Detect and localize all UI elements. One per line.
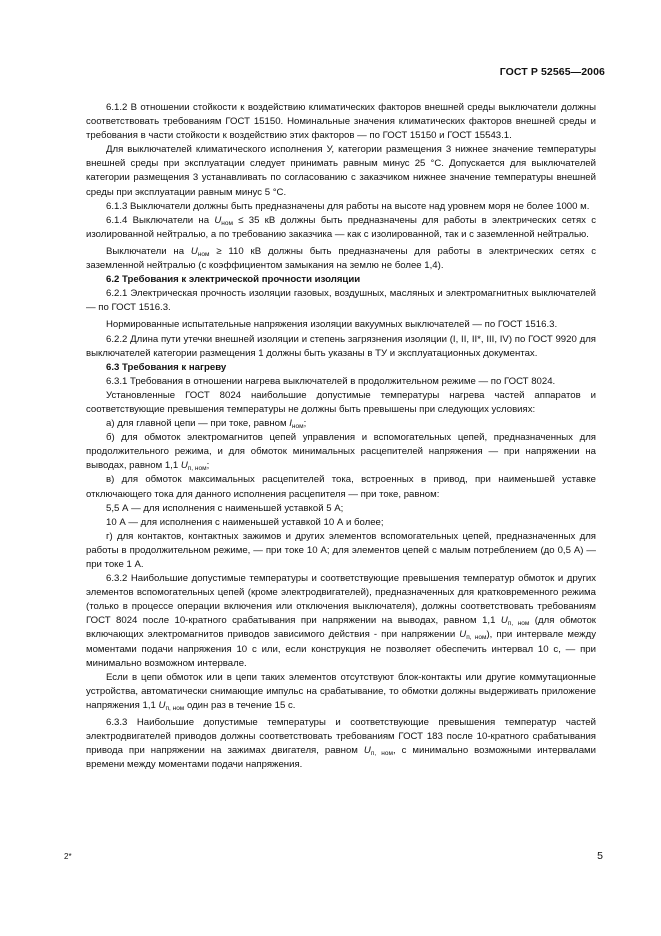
paragraph-vacuum: Нормированные испытательные напряжения изоляции вакуумных выключателей — по ГОСТ 1516.3. (106, 319, 558, 331)
list-item-5-5a: 5,5 А — для исполнения с наименьшей уставкой 5 А; (106, 502, 344, 514)
paragraph-6-3-1: 6.3.1 Требования в отношении нагрева выключателей в продолжительном режиме — по ГОСТ 8024. (106, 375, 556, 387)
paragraph-block-contacts: Если в цепи обмоток или в цепи таких элементов отсутствуют блок-контакты или другие коммутационные устройства, автоматически снимающие импульс на срабатывание, то обмотки должны выдерживать приложение напряжения 1,1 $U_{п, ном}$ один раз в течение 15 с. (86, 671, 596, 712)
sheet-mark: 2* (64, 852, 72, 861)
list-item-v: в) для обмоток максимальных расцепителей тока, встроенных в привод, при наименьшей уставке отключающего тока для данного исполнения расцепителя — при токе, равном: (86, 474, 596, 500)
paragraph-6-1-2: 6.1.2 В отношении стойкости к воздействию климатических факторов внешней среды выключатели должны соответствовать требованиям ГОСТ 15150. Номинальные значения климатических факторов внешней среды и требования в части стойкости к воздействию этих факторов — по ГОСТ 15150 и ГОСТ 15543.1. (86, 102, 596, 142)
paragraph-110kv: Выключатели на $U_{ном} \ge 110$ кВ должны быть предназначены для работы в электрических сетях с заземленной нейтралью (с коэффициентом замыкания на землю не более 1,4). (86, 245, 596, 272)
section-heading-6-2: 6.2 Требования к электрической прочности изоляции (106, 274, 361, 286)
list-item-b: б) для обмоток электромагнитов цепей управления и вспомогательных цепей, предназначенных для продолжительного режима, и для обмоток минимальных расцепителей напряжения — при напряжении на выводах, равном 1,1 $U_{п, ном}$; (86, 432, 596, 473)
paragraph-6-3-2: 6.3.2 Наибольшие допустимые температуры и соответствующие превышения температур обмоток и других элементов вспомогательных цепей (кроме электродвигателей), предназначенных для кратковременного режима (только в процессе операции включения или отключения выключателя), должны соответствовать требованиям ГОСТ 8024 после 10-кратного срабатывания при напряжении на выводах, равном 1,1 $U_{п, ном}$ (для обмоток включающих электромагнитов приводов зависимого действия - при напряжении $U_{п, ном}$), при интервале между моментами подачи напряжения 10 с или, если конструкция не позволяет обеспечить интервал 10 с, — при минимально возможном интервале. (86, 573, 596, 669)
paragraph-6-1-3: 6.1.3 Выключатели должны быть предназначены для работы на высоте над уровнем моря не более 1000 м. (106, 200, 590, 212)
list-item-a: а) для главной цепи — при токе, равном $I_{ном}$; (106, 418, 307, 431)
paragraph-gost-8024: Установленные ГОСТ 8024 наибольшие допустимые температуры нагрева частей аппаратов и соответствующие превышения температуры не должны быть превышены при следующих условиях: (86, 389, 596, 415)
paragraph-6-2-2: 6.2.2 Длина пути утечки внешней изоляции и степень загрязнения изоляции (I, II, II*, III, IV) по ГОСТ 9920 для выключателей категории размещения 1 должны быть указаны в ТУ и эксплуатационных документах. (86, 333, 596, 359)
document-body (86, 101, 596, 772)
paragraph-6-1-4: 6.1.4 Выключатели на $U_{ном} \le 35$ кВ должны быть предназначены для работы в электрических сетях с изолированной нейтралью, а по требованию заказчика — как с изолированной, так и с заземленной нейтралью. (86, 214, 596, 240)
section-heading-6-3: 6.3 Требования к нагреву (106, 361, 227, 373)
paragraph-6-3-3: 6.3.3 Наибольшие допустимые температуры и соответствующие превышения температур частей электродвигателей приводов должны соответствовать требованиям ГОСТ 183 после 10-кратного срабатывания привода при напряжении на зажимах двигателя, равном $U_{п, ном}$, с минимально возможными интервалами времени между моментами подачи напряжения. (86, 717, 597, 771)
standard-header: ГОСТ Р 52565—2006 (499, 66, 605, 78)
paragraph-climate-u: Для выключателей климатического исполнения У, категории размещения 3 нижнее значение температуры внешней среды при эксплуатации следует принимать равным минус 25 °С. Допускается для выключателей категории размещения 3 устанавливать по согласованию с заказчиком нижнее значение температуры внешней среды при эксплуатации равным минус 5 °С. (86, 144, 596, 198)
page-number: 5 (597, 850, 603, 862)
list-item-10a: 10 А — для исполнения с наименьшей уставкой 10 А и более; (106, 516, 384, 528)
list-item-g: г) для контактов, контактных зажимов и других элементов вспомогательных цепей, предназначенных для работы в продолжительном режиме, — при токе 10 А; для элементов цепей с малым потреблением (до 0,5 А) — при токе 1 А. (86, 530, 596, 570)
paragraph-6-2-1: 6.2.1 Электрическая прочность изоляции газовых, воздушных, масляных и электромагнитных выключателей — по ГОСТ 1516.3. (86, 288, 596, 314)
